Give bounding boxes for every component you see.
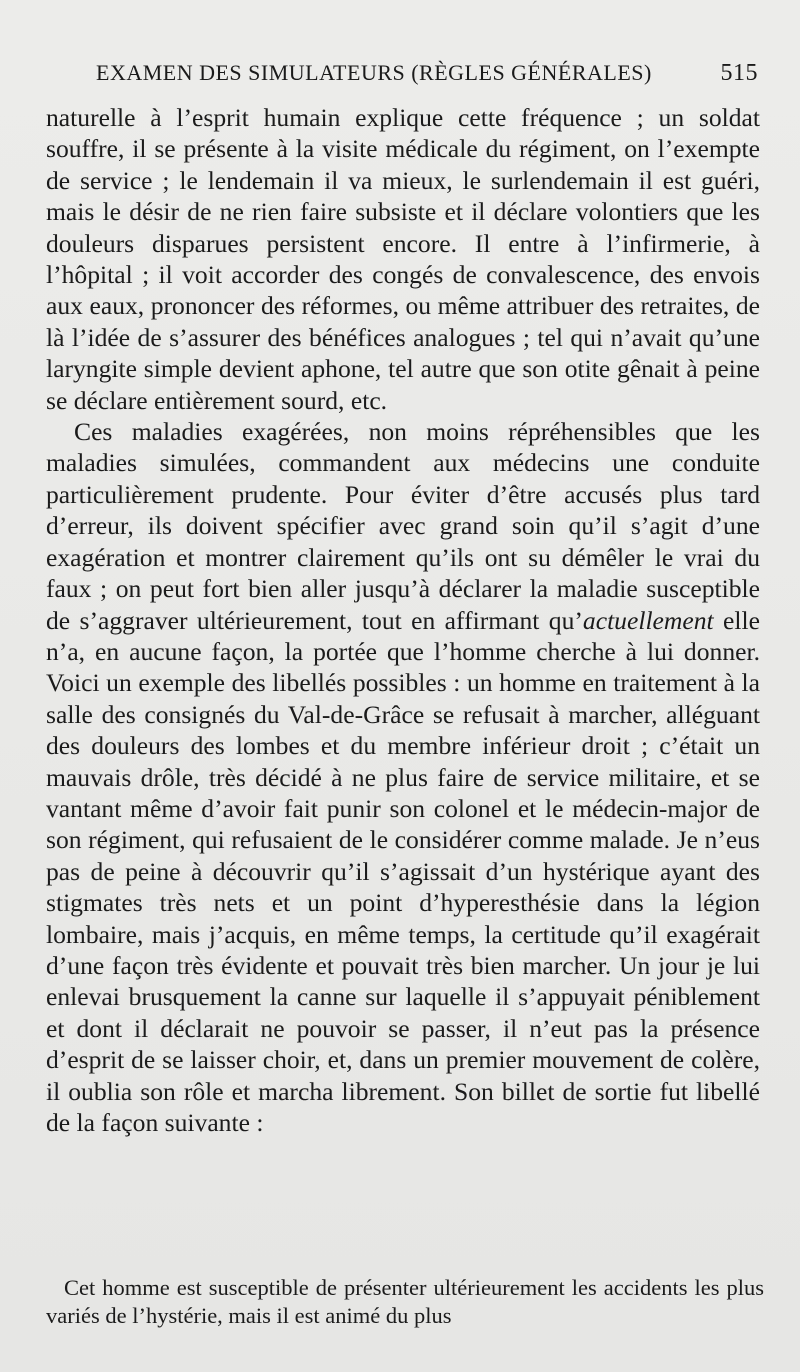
running-title: EXAMEN DES SIMULATEURS (RÈGLES GÉNÉRALES) <box>96 60 652 85</box>
running-header <box>96 60 758 87</box>
page-number: 515 <box>720 60 758 86</box>
paragraph-text-end: elle n’a, en aucune façon, la portée que l’homme cherche à lui donner. Voici un exemple des libellés possibles : un homme en traitement à la salle des consignés du Val-de-Grâce se refusait à marcher, alléguant des douleurs des lombes et du membre inférieur droit ; c’était un mauvais drôle, très décidé à ne plus faire de service militaire, et se vantant même d’avoir fait punir son colonel et le médecin-major de son régiment, qui refusaient de le considérer comme malade. Je n’eus pas de peine à découvrir qu’il s’agissait d’un hystérique ayant des stigmates très nets et un point d’hyperesthésie dans la légion lombaire, mais j’acquis, en même temps, la certitude qu’il exagérait d’une façon très évidente et pouvait très bien marcher. Un jour je lui enlevai brusquement la canne sur laquelle il s’appuyait péniblement et dont il déclarait ne pouvoir se passer, il n’eut pas la présence d’esprit de se laisser choir, et, dans un premier mouvement de colère, il oublia son rôle et marcha librement. Son billet de sortie fut libellé de la façon suivante : <box>46 605 760 1137</box>
italic-word: actuellement <box>582 605 714 635</box>
quote-text: Cet homme est susceptible de présenter ultérieurement les accidents les plus variés de l’hystérie, mais il est animé du plus <box>46 1275 764 1328</box>
paragraph-text-start: Ces maladies exagérées, non moins répréhensibles que les maladies simulées, commandent aux médecins une conduite particulièrement prudente. Pour éviter d’être accusés plus tard d’erreur, ils doivent spécifier avec grand soin qu’il s’agit d’une exagération et montrer clairement qu’ils ont su démêler le vrai du faux ; on peut fort bien aller jusqu’à déclarer la maladie susceptible de s’aggraver ultérieurement, tout en affirmant qu’ <box>46 417 760 635</box>
paragraph-continuation: naturelle à l’esprit humain explique cette fréquence ; un soldat souffre, il se présente à la visite médicale du régiment, on l’exempte de service ; le lendemain il va mieux, le surlendemain il est guéri, mais le désir de ne rien faire subsiste et il déclare volontiers que les douleurs disparues persistent encore. Il entre à l’infirmerie, à l’hôpital ; il voit accorder des congés de convalescence, des envois aux eaux, prononcer des réformes, ou même attribuer des retraites, de là l’idée de s’assurer des bénéfices analogues ; tel qui n’avait qu’une laryngite simple devient aphone, tel autre que son otite gênait à peine se déclare entièrement sourd, etc. <box>46 103 760 415</box>
paragraph-exaggerated-illnesses <box>46 416 760 1138</box>
quoted-certificate <box>46 1274 764 1329</box>
body-text <box>46 102 760 1138</box>
